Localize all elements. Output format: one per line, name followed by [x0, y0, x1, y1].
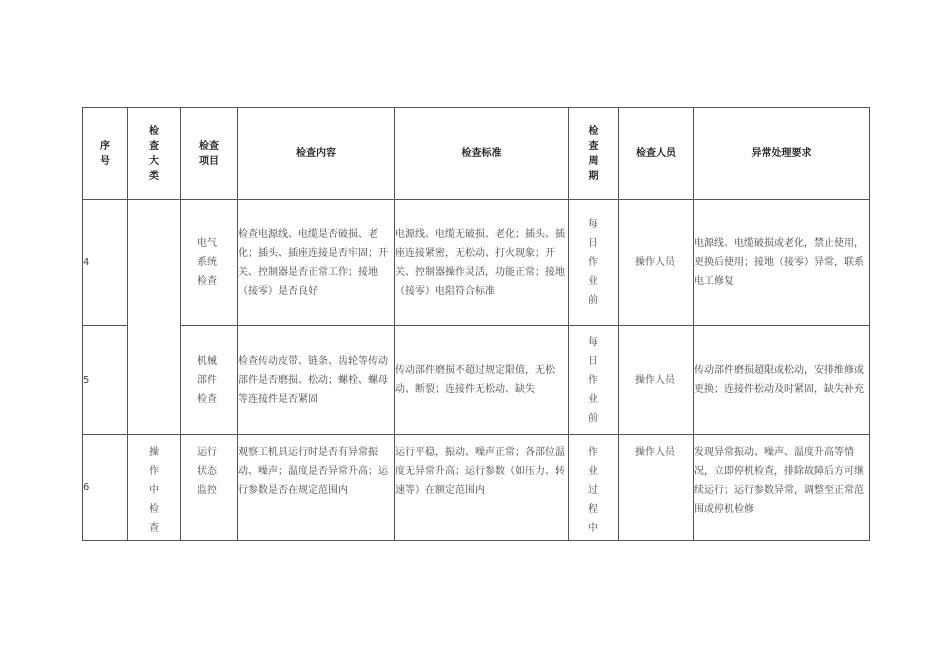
table-row [83, 326, 870, 435]
header-person: 检查人员 [619, 108, 694, 200]
row-no: 6 [83, 435, 128, 541]
row-cycle: 每日作业前 [569, 326, 619, 435]
row-cycle: 作业过程中 [569, 435, 619, 541]
row-handling: 电源线、电缆破损或老化，禁止使用，更换后使用；接地（接零）异常，联系电工修复 [694, 200, 870, 326]
row-handling: 传动部件磨损超限或松动，安排维修或更换；连接件松动及时紧固，缺失补充 [694, 326, 870, 435]
row-category: 操作中检查 [128, 435, 181, 541]
table-row [83, 200, 870, 326]
row-standard: 电源线、电缆无破损、老化；插头、插座连接紧密，无松动、打火现象；开关、控制器操作灵活，功能正常；接地（接零）电阻符合标准 [395, 200, 569, 326]
row-no: 4 [83, 200, 128, 326]
header-item: 检查项目 [181, 108, 238, 200]
header-row [83, 108, 870, 200]
table-row [83, 435, 870, 541]
row-person: 操作人员 [619, 435, 694, 541]
row-category [128, 200, 181, 435]
row-standard: 传动部件磨损不超过规定限值，无松动、断裂；连接件无松动、缺失 [395, 326, 569, 435]
row-person: 操作人员 [619, 200, 694, 326]
row-content: 检查电源线、电缆是否破损、老化；插头、插座连接是否牢固；开关、控制器是否正常工作；接地（接零）是否良好 [238, 200, 395, 326]
row-content: 观察工机具运行时是否有异常振动、噪声；温度是否异常升高；运行参数是否在规定范围内 [238, 435, 395, 541]
row-item: 运行状态监控 [181, 435, 238, 541]
row-content: 检查传动皮带、链条、齿轮等传动部件是否磨损、松动；螺栓、螺母等连接件是否紧固 [238, 326, 395, 435]
row-standard: 运行平稳，振动、噪声正常；各部位温度无异常升高；运行参数（如压力、转速等）在额定范围内 [395, 435, 569, 541]
header-standard: 检查标准 [395, 108, 569, 200]
row-no: 5 [83, 326, 128, 435]
row-item: 电气系统检查 [181, 200, 238, 326]
header-content: 检查内容 [238, 108, 395, 200]
header-no: 序号 [83, 108, 128, 200]
header-category: 检查大类 [128, 108, 181, 200]
row-handling: 发现异常振动、噪声、温度升高等情况，立即停机检查，排除故障后方可继续运行；运行参数异常，调整至正常范围或停机检修 [694, 435, 870, 541]
row-cycle: 每日作业前 [569, 200, 619, 326]
header-handling: 异常处理要求 [694, 108, 870, 200]
inspection-table [82, 107, 870, 541]
header-cycle: 检查周期 [569, 108, 619, 200]
row-person: 操作人员 [619, 326, 694, 435]
row-item: 机械部件检查 [181, 326, 238, 435]
